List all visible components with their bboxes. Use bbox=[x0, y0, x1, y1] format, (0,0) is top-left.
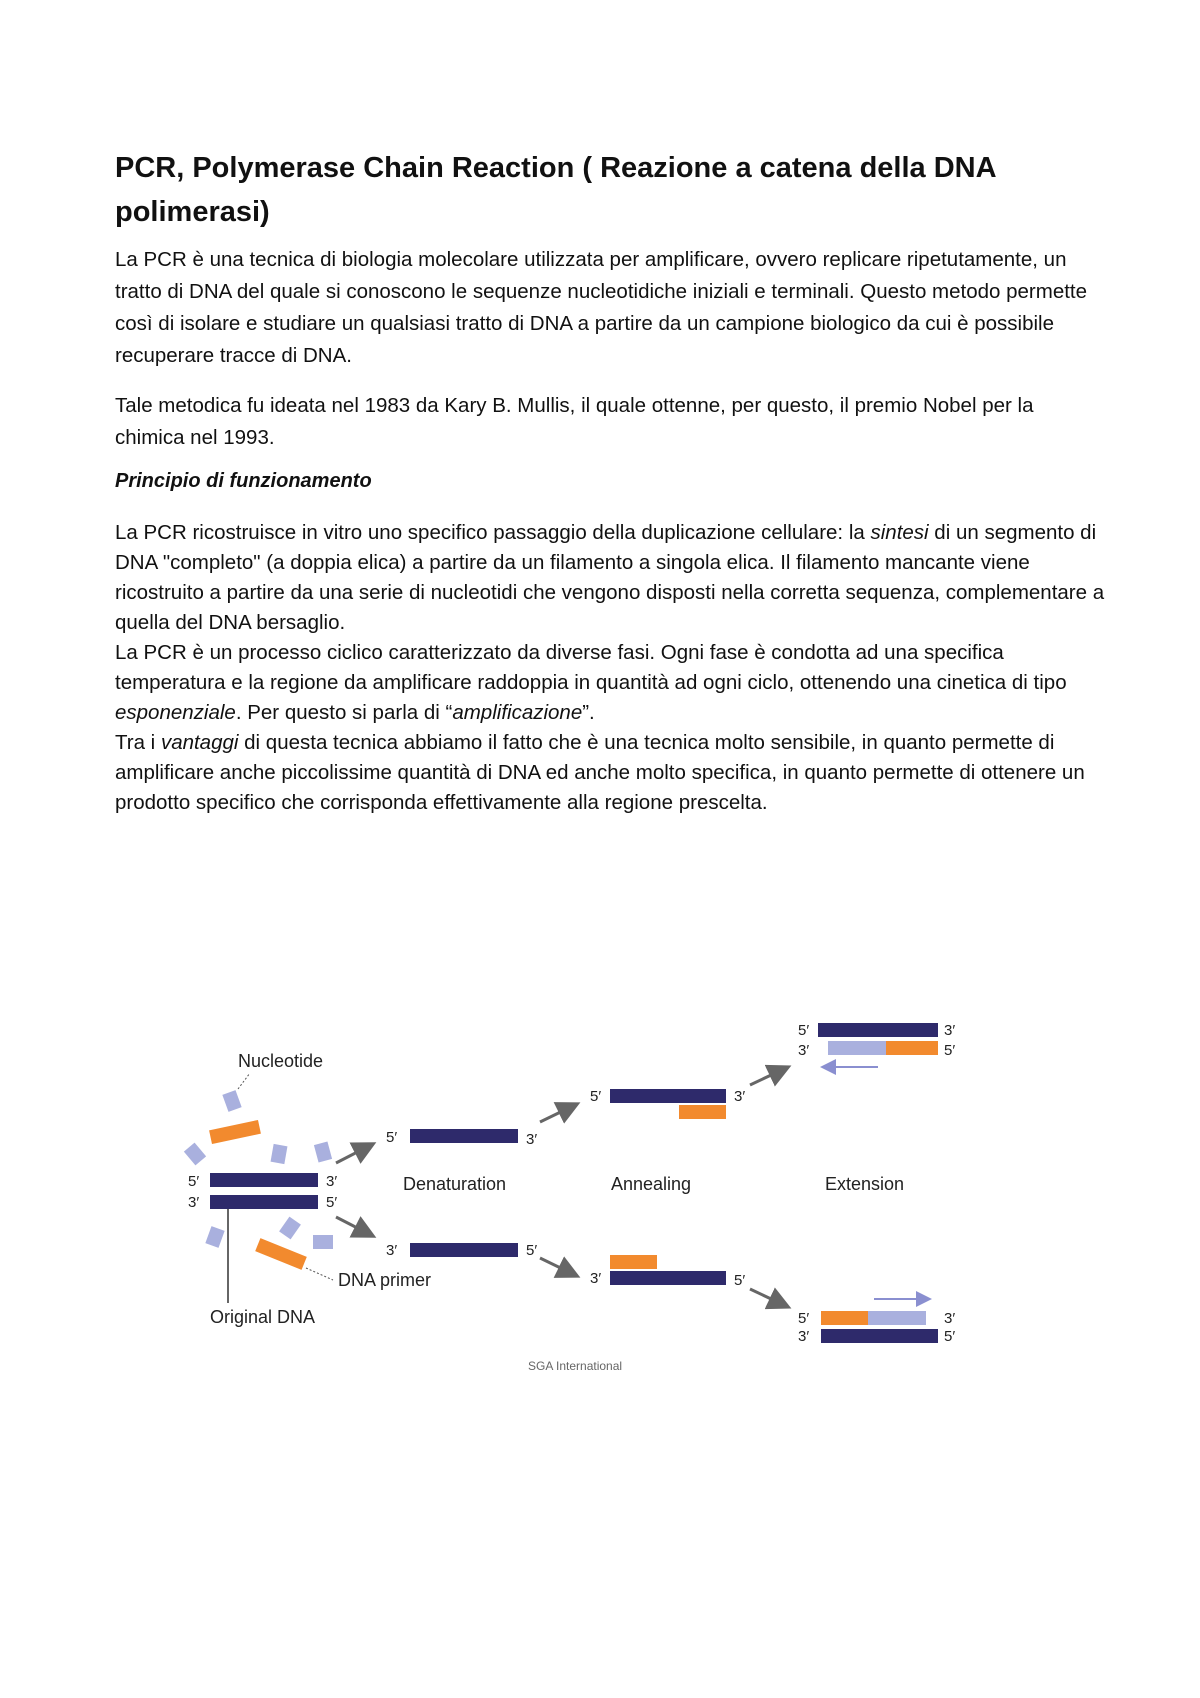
end-label: 3′ bbox=[798, 1042, 810, 1059]
annealed-primer-top bbox=[679, 1105, 726, 1119]
nucleotide-block bbox=[271, 1144, 288, 1164]
arrow-to-extension-top bbox=[750, 1068, 786, 1085]
end-label: 5′ bbox=[798, 1022, 810, 1039]
primer-leader-line bbox=[306, 1268, 333, 1280]
nucleotide-block bbox=[222, 1090, 241, 1112]
nucleotide-leader-line bbox=[238, 1073, 250, 1089]
annealing-template-bottom bbox=[610, 1271, 726, 1285]
body-text: Tra i bbox=[115, 731, 161, 754]
image-credit: SGA International bbox=[528, 1359, 623, 1373]
end-label: 5′ bbox=[326, 1194, 338, 1211]
original-strand-top bbox=[210, 1173, 318, 1187]
end-label: 5′ bbox=[188, 1173, 200, 1190]
arrow-to-denatured-top bbox=[336, 1145, 371, 1163]
end-label: 3′ bbox=[326, 1173, 338, 1190]
arrow-to-annealing-bottom bbox=[540, 1258, 575, 1275]
end-label: 3′ bbox=[798, 1328, 810, 1345]
end-label: 5′ bbox=[734, 1272, 746, 1289]
body-text: La PCR ricostruisce in vitro uno specifico passaggio della duplicazione cellulare: la bbox=[115, 521, 871, 544]
end-label: 5′ bbox=[386, 1129, 398, 1146]
new-strand-top bbox=[828, 1041, 886, 1055]
nucleotide-block bbox=[184, 1143, 206, 1166]
denatured-strand-top bbox=[410, 1129, 518, 1143]
original-dna-label: Original DNA bbox=[210, 1307, 316, 1327]
free-nucleotides bbox=[184, 1090, 333, 1249]
body-paragraph-3 bbox=[115, 728, 1105, 818]
body-emphasis: esponenziale bbox=[115, 701, 236, 724]
intro-paragraph-1: La PCR è una tecnica di biologia molecolare utilizzata per amplificare, ovvero replicare ripetutamente, un tratto di DNA del quale si conoscono le sequenze nucleotidiche iniziali e terminali. Questo metodo permette così di isolare e studiare un qualsiasi tratto di DNA a partire da un campione biologico da cui è possibile recuperare tracce di DNA. bbox=[115, 248, 1088, 367]
denaturation-label: Denaturation bbox=[403, 1174, 507, 1194]
section-body bbox=[115, 518, 1105, 818]
annealing-template-top bbox=[610, 1089, 726, 1103]
end-label: 3′ bbox=[944, 1022, 956, 1039]
body-text: ”. bbox=[582, 701, 595, 724]
pcr-diagram bbox=[128, 985, 1078, 1395]
body-text: La PCR è un processo ciclico caratterizzato da diverse fasi. Ogni fase è condotta ad una specifica temperatura e la regione da amplificare raddoppia in quantità ad ogni ciclo, ottenendo una cinetica di tipo bbox=[115, 641, 1067, 694]
new-strand-bottom bbox=[868, 1311, 926, 1325]
extension-primer-bottom bbox=[821, 1311, 868, 1325]
body-paragraph-2 bbox=[115, 638, 1105, 728]
dna-primer-label: DNA primer bbox=[338, 1270, 432, 1290]
body-emphasis: sintesi bbox=[870, 521, 929, 544]
end-label: 3′ bbox=[590, 1270, 602, 1287]
pcr-diagram-svg bbox=[128, 985, 1078, 1395]
body-emphasis: amplificazione bbox=[452, 701, 583, 724]
free-primer bbox=[255, 1238, 307, 1270]
end-label: 5′ bbox=[944, 1328, 956, 1345]
free-primer bbox=[209, 1120, 261, 1144]
nucleotide-block bbox=[313, 1235, 333, 1249]
page-title: PCR, Polymerase Chain Reaction ( Reazione a catena della DNA polimerasi) bbox=[115, 152, 996, 228]
nucleotide-block bbox=[205, 1226, 224, 1248]
nucleotide-block bbox=[279, 1217, 301, 1240]
body-text: di questa tecnica abbiamo il fatto che è una tecnica molto sensibile, in quanto permette di amplificare anche piccolissime quantità di DNA ed anche molto specifica, in quanto permette di ottenere un prodotto specifico che corrisponda effettivamente alla regione prescelta. bbox=[115, 731, 1085, 814]
nucleotide-label: Nucleotide bbox=[238, 1051, 324, 1071]
extension-template-top bbox=[818, 1023, 938, 1037]
original-strand-bottom bbox=[210, 1195, 318, 1209]
body-emphasis: vantaggi bbox=[160, 731, 239, 754]
end-label: 5′ bbox=[798, 1310, 810, 1327]
arrow-to-denatured-bottom bbox=[336, 1217, 371, 1235]
nucleotide-block bbox=[314, 1141, 332, 1162]
intro-paragraph-2: Tale metodica fu ideata nel 1983 da Kary B. Mullis, il quale ottenne, per questo, il premio Nobel per la chimica nel 1993. bbox=[115, 394, 1034, 449]
annealed-primer-bottom bbox=[610, 1255, 657, 1269]
denatured-strand-bottom bbox=[410, 1243, 518, 1257]
extension-template-bottom bbox=[821, 1329, 938, 1343]
end-label: 5′ bbox=[590, 1088, 602, 1105]
extension-label: Extension bbox=[825, 1174, 905, 1194]
annealing-label: Annealing bbox=[611, 1174, 692, 1194]
arrow-to-extension-bottom bbox=[750, 1289, 786, 1306]
end-label: 3′ bbox=[386, 1242, 398, 1259]
end-label: 5′ bbox=[526, 1242, 538, 1259]
body-text: . Per questo si parla di “ bbox=[235, 701, 453, 724]
arrow-to-annealing-top bbox=[540, 1105, 575, 1122]
end-label: 5′ bbox=[944, 1042, 956, 1059]
end-label: 3′ bbox=[526, 1131, 538, 1148]
end-label: 3′ bbox=[734, 1088, 746, 1105]
body-text: di un segmento di DNA "completo" (a doppia elica) a partire da un filamento a singola elica. Il filamento mancante viene ricostruito a partire da una serie di nucleotidi che vengono disposti nella corretta sequenza, complementare a quella del DNA bersaglio. bbox=[115, 521, 1105, 634]
end-label: 3′ bbox=[944, 1310, 956, 1327]
extension-primer-top bbox=[886, 1041, 938, 1055]
end-label: 3′ bbox=[188, 1194, 200, 1211]
section-heading: Principio di funzionamento bbox=[115, 470, 372, 492]
body-paragraph-1 bbox=[115, 518, 1105, 638]
